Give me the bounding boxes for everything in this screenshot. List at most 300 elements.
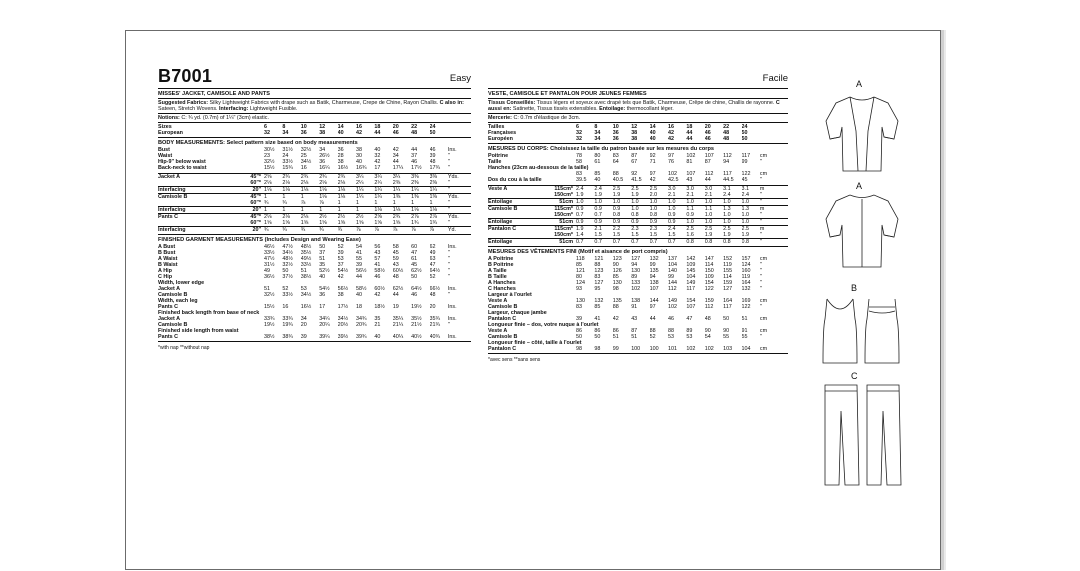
row-value: 38 (337, 158, 344, 165)
row-label: Dos du cou à la taille (488, 176, 542, 183)
row-width: 150cm* (554, 212, 574, 219)
row-unit: " (447, 273, 450, 280)
row-value: 54½ (337, 267, 349, 274)
row-value: 55 (355, 255, 362, 262)
row-value: 123 (612, 255, 622, 262)
row-value: 130 (612, 279, 622, 286)
row-value: 15¾ (282, 164, 293, 171)
row-unit: " (759, 158, 762, 165)
row-value: 42 (612, 316, 619, 323)
row-value: 20 (429, 304, 436, 311)
row-value: 32½ (264, 158, 275, 165)
row-value: 17½ (337, 304, 349, 311)
row-value: 0.7 (576, 239, 594, 246)
row-value: 2⅛ (264, 214, 282, 221)
row-value: 21½ (411, 322, 422, 329)
also-text-fr: Satinette, Tissus tissés extensibles. (512, 106, 598, 113)
row-value: 0.7 (576, 212, 584, 219)
english-header (158, 67, 471, 87)
row-value: 2⅛ (282, 214, 300, 221)
row-value: 51 (300, 267, 307, 274)
row-value: ⅞ (430, 227, 448, 234)
row-value: 39 (337, 249, 344, 256)
row-section-label: Finished back length from base of neck (158, 310, 260, 317)
size-value: 48 (723, 136, 730, 143)
row-value: 1⅛ (338, 186, 356, 193)
row-value: 2½ (356, 214, 374, 221)
size-value: 32 (576, 136, 583, 143)
header-rule (158, 88, 471, 89)
row-value: 40 (374, 146, 381, 153)
row-unit: Ins. (447, 146, 457, 153)
row-unit: cm (759, 316, 768, 323)
row-value: 0.7 (594, 239, 612, 246)
row-unit: m (760, 185, 788, 192)
row-value: 26½ (319, 152, 330, 159)
row-value: 48½ (300, 243, 312, 250)
row-value: 1⅛ (411, 207, 429, 214)
row-value: 51 (631, 334, 638, 341)
row-value: 56½ (355, 267, 367, 274)
divider (488, 98, 788, 99)
size-value: 32 (264, 130, 271, 137)
size-value: 24 (741, 124, 748, 131)
also-label-fr: C aussi en: (488, 100, 780, 113)
row-unit: " (759, 304, 762, 311)
row-value: 39 (355, 261, 362, 268)
row-value: 47 (686, 316, 693, 323)
row-label: Pants C (158, 334, 179, 341)
row-value: 2⅜ (429, 179, 438, 186)
row-value: 80 (594, 152, 601, 159)
row-value: 36 (337, 146, 344, 153)
fabrics-paragraph (158, 100, 471, 112)
row-section-label: Finished side length from waist (158, 328, 239, 335)
size-value: 42 (667, 136, 674, 143)
row-value: 119 (741, 273, 751, 280)
row-section-label: Width, lower edge (158, 279, 205, 286)
row-value: ⅞ (319, 200, 324, 207)
row-value: 1 (301, 207, 319, 214)
row-value: 94 (723, 158, 730, 165)
row-unit: " (447, 261, 450, 268)
row-unit: " (447, 291, 450, 298)
row-value: 1.0 (668, 199, 686, 206)
notions-text: C: ¾ yd. (0.7m) of 1¼" (3cm) elastic. (181, 115, 269, 122)
spacer (760, 136, 788, 142)
row-value: 34½ (337, 316, 349, 323)
row-label: Pantalon C (488, 346, 517, 353)
row-value: 19 (392, 304, 399, 311)
notions-paragraph-fr (488, 115, 788, 121)
row-value: 1¼ (374, 194, 392, 201)
row-value: 1⅜ (411, 194, 429, 201)
row-value: 17 (319, 304, 326, 311)
interfacing-label-fr: Entoilage: (599, 106, 626, 113)
row-value: 61 (411, 255, 418, 262)
row-unit: Yds. (448, 173, 471, 180)
table-row (488, 177, 788, 183)
row-value: 66½ (429, 285, 441, 292)
row-value: 1⅛ (319, 186, 337, 193)
pattern-title: MISSES' JACKET, CAMISOLE AND PANTS (158, 91, 270, 97)
row-value: 88 (612, 170, 619, 177)
row-value: 122 (704, 285, 714, 292)
row-label: Pantalon C (488, 316, 517, 323)
divider (488, 246, 788, 247)
row-value: 1⅛ (319, 194, 337, 201)
row-value: 104 (741, 346, 751, 353)
size-value: 50 (429, 130, 436, 137)
row-unit: " (759, 273, 762, 280)
row-value: 90 (612, 261, 619, 268)
row-width: 20" (244, 207, 264, 214)
row-value: 149 (686, 279, 696, 286)
row-value: 21¾ (429, 322, 441, 329)
row-value: 42.5 (667, 176, 679, 183)
row-value: 53 (337, 255, 344, 262)
english-column (158, 31, 471, 352)
row-value: 1.0 (631, 206, 649, 213)
row-value: 94 (649, 273, 656, 280)
divider (158, 234, 471, 235)
row-value: 1.9 (723, 232, 731, 239)
row-value: 130 (576, 298, 586, 305)
finished-measurements-title-fr: MESURES DES VÊTEMENTS FINI (Motif et aisance de port compris) (488, 249, 668, 256)
row-value: 1.5 (667, 232, 676, 239)
size-value: 44 (374, 130, 381, 137)
size-value: 44 (686, 130, 693, 137)
row-value: 2⅛ (264, 179, 272, 186)
row-value: 52 (337, 243, 344, 250)
row-value: 1.0 (650, 199, 668, 206)
row-value: 3⅜ (430, 173, 448, 180)
row-unit: " (760, 219, 788, 226)
row-width: 51cm (546, 219, 576, 226)
row-label: Camisole B (488, 334, 518, 341)
row-value: 164 (741, 279, 751, 286)
row-value: 53 (667, 334, 674, 341)
row-value: 47 (411, 249, 418, 256)
body-measurements-title-fr: MESURES DU CORPS: Choisissez la taille du patron basée sur les mesures du corps (488, 146, 714, 153)
row-value: 32½ (300, 146, 312, 153)
french-column (488, 31, 788, 364)
row-value: 1.9 (576, 192, 584, 199)
row-value: 62½ (411, 267, 422, 274)
row-value: 80 (576, 273, 583, 280)
row-value: 1.0 (686, 199, 704, 206)
row-value: 2.1 (594, 226, 612, 233)
row-value: 56½ (337, 285, 349, 292)
row-value: 157 (741, 255, 751, 262)
row-value: 45 (411, 261, 418, 268)
row-value: 44 (649, 316, 656, 323)
row-label: B Waist (158, 261, 178, 268)
row-value: 1.1 (705, 206, 723, 213)
row-value: 35¾ (429, 316, 441, 323)
row-value: 100 (631, 346, 641, 353)
row-value: 20¼ (319, 322, 330, 329)
row-value: 2.4 (741, 192, 750, 199)
row-value: 88 (612, 304, 619, 311)
row-value: 107 (649, 285, 659, 292)
garment-sketches (814, 31, 939, 571)
row-unit: " (759, 267, 762, 274)
row-value: 154 (704, 279, 714, 286)
row-unit: Yds. (448, 214, 471, 221)
row-unit: " (447, 267, 450, 274)
size-value: 38 (631, 130, 638, 137)
row-value: 83 (612, 152, 619, 159)
row-value: ⅞ (356, 227, 374, 234)
row-value: 2.0 (649, 192, 658, 199)
row-value: 93 (576, 285, 583, 292)
row-unit: " (760, 239, 788, 246)
row-value: 18 (355, 304, 362, 311)
row-value: 1.5 (631, 232, 639, 239)
row-value: 16 (300, 164, 307, 171)
row-value: 1 (301, 194, 319, 201)
row-value: 48 (429, 158, 436, 165)
body-measurements-table-fr (488, 153, 788, 183)
row-value: 0.8 (705, 239, 723, 246)
row-value: 2¾ (282, 173, 300, 180)
row-value: 81 (686, 158, 693, 165)
row-value: 35¼ (392, 316, 404, 323)
difficulty-label: Easy (449, 73, 471, 84)
divider (158, 341, 471, 342)
row-unit: " (447, 249, 450, 256)
row-value: 1.0 (650, 206, 668, 213)
row-value: 1.9 (631, 192, 639, 199)
row-value: 94 (631, 261, 638, 268)
divider (488, 143, 788, 144)
pattern-code: B7001 (158, 66, 213, 86)
row-value: 52½ (319, 267, 330, 274)
row-value: 78 (576, 152, 583, 159)
size-value: 46 (392, 130, 399, 137)
table-row (488, 346, 788, 352)
row-width: 45"* (244, 173, 264, 180)
divider (488, 122, 788, 123)
row-value: 2⅛ (282, 179, 290, 186)
table-row (488, 199, 788, 206)
row-value: ¾ (264, 227, 282, 234)
size-value: 44 (686, 136, 693, 143)
row-value: 34 (300, 316, 307, 323)
row-value: 124 (741, 261, 751, 268)
row-label: Jacket A (158, 316, 180, 323)
row-value: 15½ (264, 304, 275, 311)
row-value: 42 (337, 273, 344, 280)
row-value: 90 (704, 328, 711, 335)
row-value: 85 (612, 273, 619, 280)
row-unit: " (759, 261, 762, 268)
row-value: 169 (741, 298, 751, 305)
row-value: 2¼ (355, 179, 364, 186)
size-row-label: Tailles (488, 124, 505, 131)
row-value: 98 (594, 346, 601, 353)
row-value: 1⅝ (392, 220, 401, 227)
row-value: 138 (631, 298, 641, 305)
row-value: 107 (686, 170, 696, 177)
row-value: 19½ (264, 322, 275, 329)
row-value: 41 (374, 261, 381, 268)
row-value: 32 (374, 152, 381, 159)
row-value: 44 (392, 291, 399, 298)
size-value: 10 (300, 124, 307, 131)
row-label: Interfacing (158, 186, 244, 193)
row-value: 0.9 (667, 212, 676, 219)
row-value: 36 (319, 291, 326, 298)
row-value: 0.9 (576, 219, 594, 226)
row-label: Camisole B (158, 322, 188, 329)
row-value: 31½ (282, 146, 293, 153)
row-value: 50 (282, 267, 289, 274)
row-value: 47½ (264, 255, 275, 262)
row-value: 44 (392, 158, 399, 165)
row-value: 17 (374, 164, 381, 171)
row-value: 44 (411, 146, 418, 153)
row-value: 121 (594, 255, 604, 262)
row-value: 1.5 (594, 232, 602, 239)
row-value: 25 (300, 152, 307, 159)
row-value: 1.0 (668, 206, 686, 213)
row-value: 1.1 (686, 206, 704, 213)
row-value: 102 (667, 170, 677, 177)
table-row (488, 239, 788, 246)
row-value: 40 (355, 291, 362, 298)
row-value: 1.4 (576, 232, 584, 239)
row-value: 1 (264, 207, 282, 214)
size-value: 48 (411, 130, 418, 137)
row-value: 2.1 (686, 192, 694, 199)
view-label-a: A (856, 79, 863, 89)
size-row-label: European (158, 130, 183, 137)
row-value: 40½ (411, 334, 422, 341)
row-unit: " (447, 152, 450, 159)
row-value: 122 (741, 304, 751, 311)
pattern-title-fr: VESTE, CAMISOLE ET PANTALON POUR JEUNES FEMMES (488, 91, 647, 97)
row-unit: " (447, 220, 450, 227)
row-label: Back-neck to waist (158, 164, 207, 171)
row-width: 51cm (546, 199, 576, 206)
row-value: 123 (594, 267, 604, 274)
row-value: 140 (667, 267, 677, 274)
row-value: 39 (429, 152, 436, 159)
row-value: 21¼ (392, 322, 404, 329)
row-value: 43 (374, 249, 381, 256)
row-value: 135 (612, 298, 622, 305)
row-unit: " (760, 199, 788, 206)
header-rule (488, 88, 788, 89)
row-value: 1⅝ (282, 220, 290, 227)
row-value: 2.1 (667, 192, 676, 199)
size-value: 40 (337, 130, 344, 137)
row-value: 85 (576, 261, 583, 268)
also-text: Sateen, Stretch Wovens. (158, 106, 218, 113)
row-value: 102 (667, 304, 677, 311)
also-label: C also in: (439, 100, 464, 107)
size-value: 8 (594, 124, 598, 131)
row-value: 1¼ (356, 194, 374, 201)
row-value: 39½ (337, 334, 349, 341)
size-value: 22 (411, 124, 418, 131)
table-row (158, 207, 471, 214)
row-value: 1.0 (723, 212, 731, 219)
row-value: 35½ (411, 316, 422, 323)
row-value: 48 (392, 273, 399, 280)
row-value: 99 (667, 273, 674, 280)
row-value: 88 (649, 328, 656, 335)
row-width: 115cm* (546, 206, 576, 213)
row-value: 16¾ (355, 164, 367, 171)
row-value: 39.5 (576, 176, 587, 183)
row-value: 0.9 (668, 219, 686, 226)
row-value: 58½ (374, 267, 385, 274)
row-value: 86 (576, 328, 583, 335)
row-value: 117 (741, 152, 751, 159)
row-value: 87 (704, 158, 711, 165)
row-label: Entoilage (488, 199, 546, 206)
row-value: 1⅛ (264, 186, 282, 193)
row-value: 51 (319, 255, 326, 262)
row-value: 44.5 (723, 176, 734, 183)
size-value: 16 (355, 124, 362, 131)
size-value: 38 (631, 136, 638, 143)
row-value: 38 (337, 291, 344, 298)
size-value: 32 (576, 130, 583, 137)
row-value: 41 (594, 316, 601, 323)
row-value: 67 (631, 158, 638, 165)
row-value: 20 (300, 322, 307, 329)
row-unit: Yd. (448, 227, 471, 234)
row-value: 2.4 (594, 185, 612, 192)
row-value: 2.5 (723, 226, 741, 233)
row-value: ⅞ (393, 227, 411, 234)
row-value: 57 (374, 255, 381, 262)
size-value: 18 (374, 124, 381, 131)
row-value: 2⅛ (319, 179, 327, 186)
row-value: 40 (374, 334, 381, 341)
row-value: 0.9 (594, 219, 612, 226)
size-value: 18 (686, 124, 693, 131)
row-value: 42 (392, 146, 399, 153)
row-value: 3.1 (723, 185, 741, 192)
row-value: 33½ (264, 249, 275, 256)
row-label: B Bust (158, 249, 176, 256)
row-unit: cm (759, 152, 768, 159)
row-label: Interfacing (158, 227, 244, 234)
row-value: 88 (667, 328, 674, 335)
row-value: 1¼ (411, 186, 429, 193)
spacer (448, 130, 471, 136)
row-value: 137 (667, 255, 677, 262)
row-label: Camisole B (488, 304, 518, 311)
row-value: 46 (411, 291, 418, 298)
row-value: 3.0 (686, 185, 704, 192)
row-value: 103 (723, 346, 733, 353)
row-value: ¾ (282, 227, 300, 234)
size-value: 6 (576, 124, 580, 131)
row-value: 51 (264, 285, 271, 292)
row-label: Camisole B (488, 206, 546, 213)
row-value: 97 (649, 304, 656, 311)
row-label: Entoilage (488, 219, 546, 226)
row-width: 60"* (250, 200, 262, 207)
row-value: 2¼ (374, 179, 382, 186)
row-value: 36½ (264, 273, 275, 280)
